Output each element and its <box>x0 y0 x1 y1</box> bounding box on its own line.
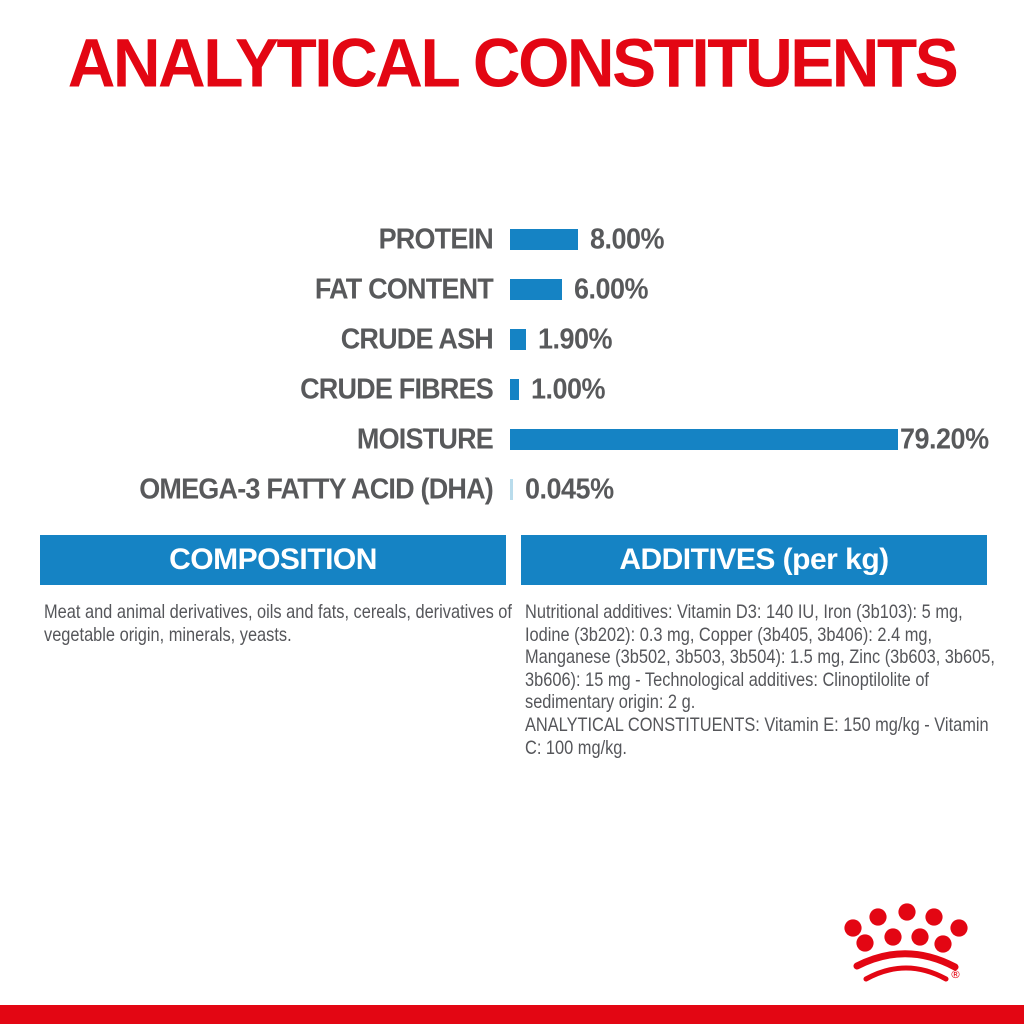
chart-bar <box>510 479 513 500</box>
registered-trademark: ® <box>950 968 961 981</box>
crown-dots <box>844 903 967 952</box>
royal-canin-crown-logo <box>843 900 975 992</box>
additives-header-label: ADDITIVES (per kg) <box>619 543 889 576</box>
chart-bar <box>510 279 562 300</box>
additives-body-text <box>525 601 1000 759</box>
additives-paragraph-analytical: ANALYTICAL CONSTITUENTS: Vitamin E: 150 mg/kg - Vitamin C: 100 mg/kg. <box>525 713 989 759</box>
chart-row <box>0 464 1024 514</box>
chart-category-label: MOISTURE <box>356 422 493 455</box>
additives-paragraph-nutritional: Nutritional additives: Vitamin D3: 140 IU, Iron (3b103): 5 mg, Iodine (3b202): 0.3 mg, Copper (3b405, 3b406): 2.4 mg, Manganese (3b502, 3b503, 3b504): 1.5 mg, Zinc (3b603, 3b605, 3b606): 15 mg - Technological additives: Clinoptilolite of sedimentary origin: 2 g. <box>525 601 995 714</box>
chart-bar <box>510 229 578 250</box>
composition-body-text: Meat and animal derivatives, oils and fats, cereals, derivatives of vegetable origin, minerals, yeasts. <box>44 601 512 646</box>
chart-value-label: 0.045% <box>525 472 614 505</box>
chart-row <box>0 314 1024 364</box>
chart-row <box>0 214 1024 264</box>
chart-row <box>0 414 1024 464</box>
chart-value-label: 79.20% <box>900 422 989 455</box>
composition-header-label: COMPOSITION <box>169 543 377 576</box>
chart-category-label: PROTEIN <box>378 222 493 255</box>
chart-bar <box>510 329 526 350</box>
composition-header-banner <box>40 535 506 585</box>
additives-header-banner <box>521 535 987 585</box>
chart-category-label: CRUDE FIBRES <box>300 372 493 405</box>
crown-arcs <box>857 954 955 979</box>
chart-value-label: 1.00% <box>531 372 606 405</box>
analytical-constituents-chart <box>0 214 1024 514</box>
chart-category-label: OMEGA-3 FATTY ACID (DHA) <box>139 472 493 505</box>
chart-row <box>0 264 1024 314</box>
chart-bar <box>510 429 898 450</box>
chart-value-label: 6.00% <box>574 272 649 305</box>
chart-value-label: 8.00% <box>590 222 665 255</box>
chart-bar <box>510 379 519 400</box>
chart-value-label: 1.90% <box>538 322 613 355</box>
chart-category-label: FAT CONTENT <box>314 272 493 305</box>
bottom-red-bar <box>0 1005 1024 1024</box>
chart-category-label: CRUDE ASH <box>340 322 493 355</box>
chart-row <box>0 364 1024 414</box>
page-title: ANALYTICAL CONSTITUENTS <box>67 24 957 101</box>
